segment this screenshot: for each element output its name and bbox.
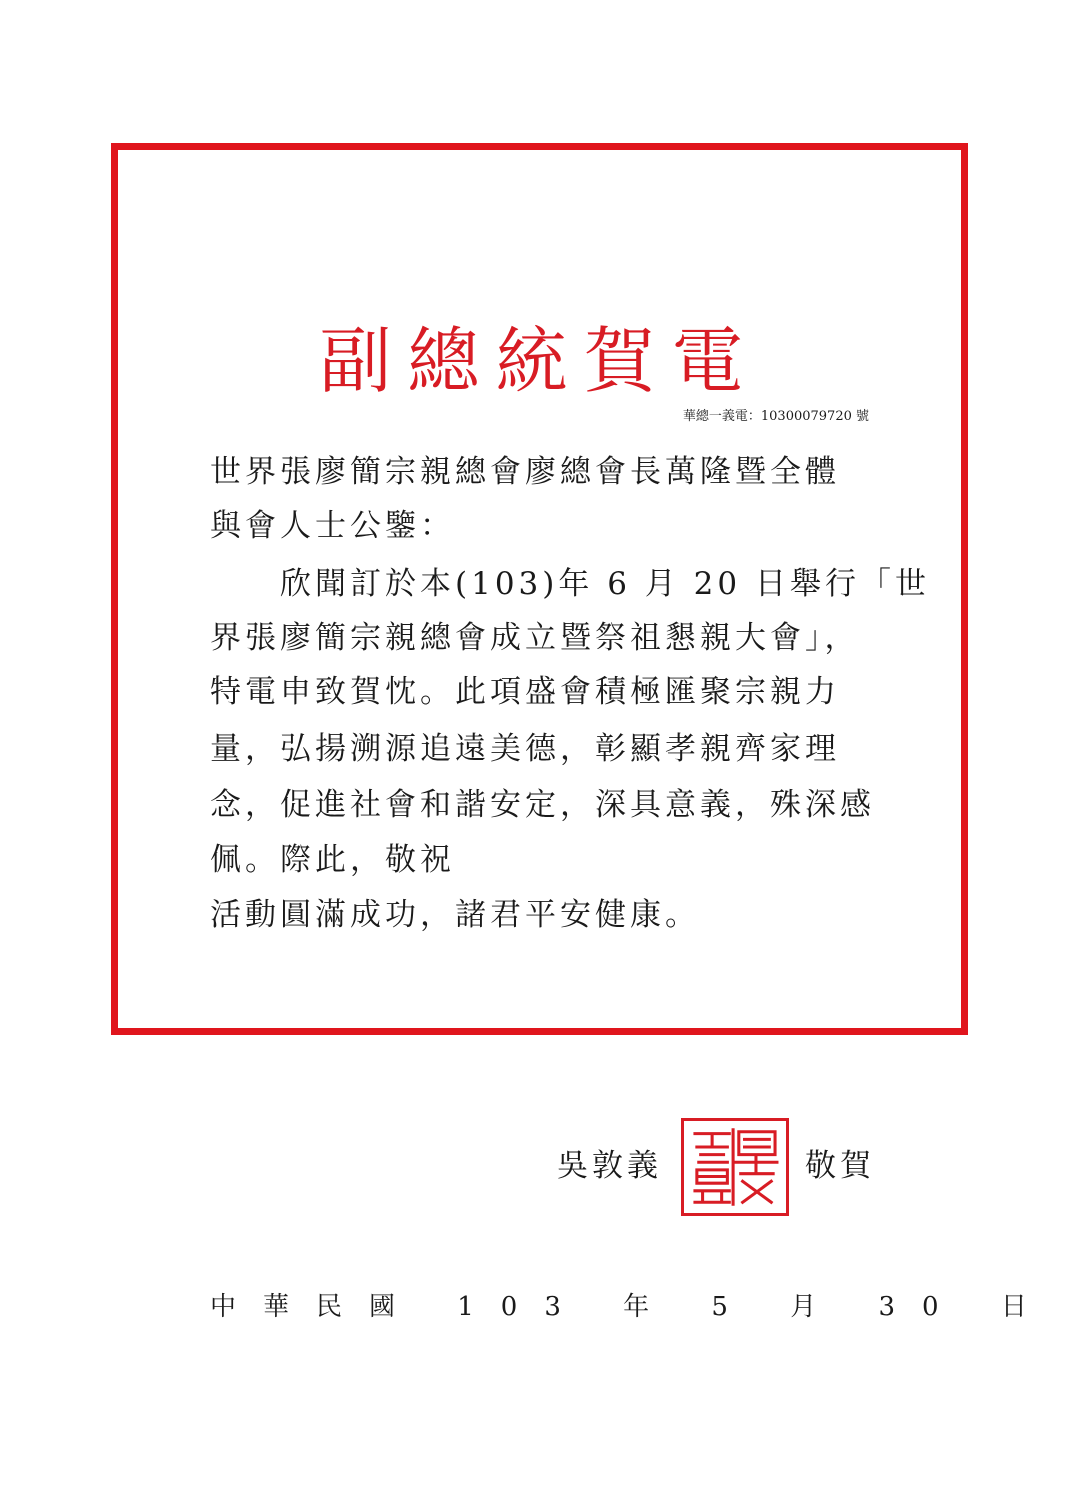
seal-glyph-icon — [689, 1126, 781, 1208]
body-line-1: 世界張廖簡宗親總會廖總會長萬隆暨全體 — [210, 454, 840, 490]
red-seal-stamp — [681, 1118, 789, 1216]
body-line-9: 活動圓滿成功，諸君平安健康。 — [210, 897, 700, 933]
body-line-7: 念，促進社會和諧安定，深具意義，殊深感 — [210, 787, 875, 823]
document-date: 中華民國 103 年 5 月 30 日 — [210, 1292, 1054, 1322]
body-line-8: 佩。際此，敬祝 — [210, 842, 455, 878]
body-line-3: 欣聞訂於本(103)年 6 月 20 日舉行「世 — [210, 566, 930, 602]
closing-regards: 敬賀 — [805, 1148, 875, 1184]
body-line-4: 界張廖簡宗親總會成立暨祭祖懇親大會」， — [210, 620, 860, 656]
body-line-5: 特電申致賀忱。此項盛會積極匯聚宗親力 — [210, 674, 840, 710]
body-line-6: 量，弘揚溯源追遠美德，彰顯孝親齊家理 — [210, 731, 840, 767]
body-line-2: 與會人士公鑒： — [210, 508, 455, 544]
document-number: 華總一義電：10300079720 號 — [682, 409, 869, 424]
document-title: 副總統賀電 — [319, 319, 760, 404]
signer-name: 吳敦義 — [557, 1148, 662, 1184]
